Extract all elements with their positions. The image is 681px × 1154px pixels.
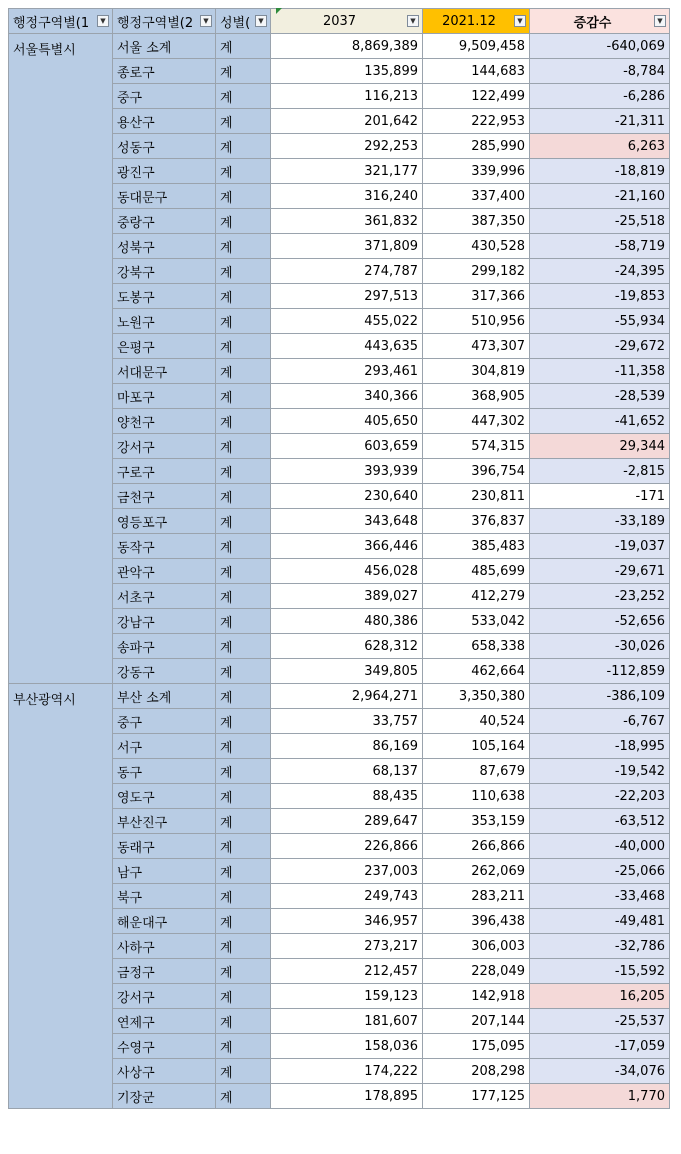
cell-value-2037[interactable]: 361,832 bbox=[271, 209, 423, 234]
cell-change[interactable]: -40,000 bbox=[530, 834, 670, 859]
filter-dropdown-icon[interactable]: ▼ bbox=[255, 15, 267, 27]
cell-change[interactable]: -18,819 bbox=[530, 159, 670, 184]
cell-value-2037[interactable]: 349,805 bbox=[271, 659, 423, 684]
cell-value-2037[interactable]: 237,003 bbox=[271, 859, 423, 884]
cell-change[interactable]: -32,786 bbox=[530, 934, 670, 959]
cell-region2[interactable]: 서초구 bbox=[113, 584, 216, 609]
cell-region2[interactable]: 중구 bbox=[113, 84, 216, 109]
cell-region2[interactable]: 송파구 bbox=[113, 634, 216, 659]
cell-change[interactable]: 1,770 bbox=[530, 1084, 670, 1109]
cell-value-2021-12[interactable]: 317,366 bbox=[423, 284, 530, 309]
cell-value-2037[interactable]: 297,513 bbox=[271, 284, 423, 309]
cell-value-2021-12[interactable]: 105,164 bbox=[423, 734, 530, 759]
cell-value-2021-12[interactable]: 9,509,458 bbox=[423, 34, 530, 59]
cell-value-2037[interactable]: 603,659 bbox=[271, 434, 423, 459]
cell-value-2021-12[interactable]: 228,049 bbox=[423, 959, 530, 984]
cell-change[interactable]: -25,518 bbox=[530, 209, 670, 234]
cell-change[interactable]: -23,252 bbox=[530, 584, 670, 609]
population-table bbox=[8, 8, 670, 1109]
col-header-region2[interactable]: 행정구역별(2 ▼ bbox=[113, 9, 216, 34]
cell-region2[interactable]: 해운대구 bbox=[113, 909, 216, 934]
cell-change[interactable]: -19,853 bbox=[530, 284, 670, 309]
cell-sex[interactable]: 계 bbox=[216, 259, 271, 284]
cell-sex[interactable]: 계 bbox=[216, 959, 271, 984]
cell-value-2037[interactable]: 455,022 bbox=[271, 309, 423, 334]
cell-change[interactable]: -34,076 bbox=[530, 1059, 670, 1084]
cell-sex[interactable]: 계 bbox=[216, 134, 271, 159]
cell-value-2037[interactable]: 2,964,271 bbox=[271, 684, 423, 709]
cell-change[interactable]: -6,286 bbox=[530, 84, 670, 109]
cell-region2[interactable]: 금천구 bbox=[113, 484, 216, 509]
cell-region2[interactable]: 북구 bbox=[113, 884, 216, 909]
cell-value-2037[interactable]: 389,027 bbox=[271, 584, 423, 609]
cell-change[interactable]: -25,066 bbox=[530, 859, 670, 884]
cell-sex[interactable]: 계 bbox=[216, 484, 271, 509]
col-header-region1[interactable]: 행정구역별(1 ▼ bbox=[9, 9, 113, 34]
cell-sex[interactable]: 계 bbox=[216, 1009, 271, 1034]
cell-value-2021-12[interactable]: 353,159 bbox=[423, 809, 530, 834]
cell-value-2021-12[interactable]: 658,338 bbox=[423, 634, 530, 659]
cell-value-2021-12[interactable]: 473,307 bbox=[423, 334, 530, 359]
cell-region2[interactable]: 도봉구 bbox=[113, 284, 216, 309]
cell-value-2021-12[interactable]: 40,524 bbox=[423, 709, 530, 734]
cell-value-2037[interactable]: 456,028 bbox=[271, 559, 423, 584]
cell-region2[interactable]: 수영구 bbox=[113, 1034, 216, 1059]
cell-value-2021-12[interactable]: 285,990 bbox=[423, 134, 530, 159]
cell-sex[interactable]: 계 bbox=[216, 984, 271, 1009]
cell-sex[interactable]: 계 bbox=[216, 809, 271, 834]
cell-change[interactable]: 29,344 bbox=[530, 434, 670, 459]
cell-value-2021-12[interactable]: 299,182 bbox=[423, 259, 530, 284]
filter-dropdown-icon[interactable]: ▼ bbox=[200, 15, 212, 27]
cell-sex[interactable]: 계 bbox=[216, 34, 271, 59]
cell-change[interactable]: -49,481 bbox=[530, 909, 670, 934]
cell-value-2037[interactable]: 316,240 bbox=[271, 184, 423, 209]
cell-value-2037[interactable]: 289,647 bbox=[271, 809, 423, 834]
cell-value-2037[interactable]: 159,123 bbox=[271, 984, 423, 1009]
cell-sex[interactable]: 계 bbox=[216, 284, 271, 309]
cell-value-2021-12[interactable]: 175,095 bbox=[423, 1034, 530, 1059]
col-header-change[interactable]: 증감수 ▼ bbox=[530, 9, 670, 34]
cell-region2[interactable]: 영도구 bbox=[113, 784, 216, 809]
cell-change[interactable]: -24,395 bbox=[530, 259, 670, 284]
cell-value-2021-12[interactable]: 122,499 bbox=[423, 84, 530, 109]
cell-region2[interactable]: 강동구 bbox=[113, 659, 216, 684]
cell-value-2021-12[interactable]: 533,042 bbox=[423, 609, 530, 634]
cell-sex[interactable]: 계 bbox=[216, 234, 271, 259]
cell-sex[interactable]: 계 bbox=[216, 559, 271, 584]
cell-region2[interactable]: 강북구 bbox=[113, 259, 216, 284]
cell-change[interactable]: -30,026 bbox=[530, 634, 670, 659]
cell-value-2037[interactable]: 116,213 bbox=[271, 84, 423, 109]
cell-value-2021-12[interactable]: 430,528 bbox=[423, 234, 530, 259]
cell-sex[interactable]: 계 bbox=[216, 884, 271, 909]
cell-region1[interactable]: 서울특별시 bbox=[9, 34, 113, 684]
cell-value-2037[interactable]: 135,899 bbox=[271, 59, 423, 84]
cell-sex[interactable]: 계 bbox=[216, 909, 271, 934]
cell-sex[interactable]: 계 bbox=[216, 1059, 271, 1084]
cell-value-2037[interactable]: 181,607 bbox=[271, 1009, 423, 1034]
cell-change[interactable]: -29,671 bbox=[530, 559, 670, 584]
cell-value-2021-12[interactable]: 207,144 bbox=[423, 1009, 530, 1034]
cell-value-2037[interactable]: 371,809 bbox=[271, 234, 423, 259]
cell-value-2021-12[interactable]: 222,953 bbox=[423, 109, 530, 134]
cell-value-2037[interactable]: 366,446 bbox=[271, 534, 423, 559]
cell-region2[interactable]: 성동구 bbox=[113, 134, 216, 159]
cell-region2[interactable]: 종로구 bbox=[113, 59, 216, 84]
cell-sex[interactable]: 계 bbox=[216, 859, 271, 884]
cell-change[interactable]: -11,358 bbox=[530, 359, 670, 384]
cell-change[interactable]: -17,059 bbox=[530, 1034, 670, 1059]
cell-value-2037[interactable]: 393,939 bbox=[271, 459, 423, 484]
cell-sex[interactable]: 계 bbox=[216, 159, 271, 184]
cell-region2[interactable]: 노원구 bbox=[113, 309, 216, 334]
cell-change[interactable]: -52,656 bbox=[530, 609, 670, 634]
cell-region2[interactable]: 서구 bbox=[113, 734, 216, 759]
cell-sex[interactable]: 계 bbox=[216, 684, 271, 709]
cell-value-2021-12[interactable]: 387,350 bbox=[423, 209, 530, 234]
cell-change[interactable]: -18,995 bbox=[530, 734, 670, 759]
cell-region2[interactable]: 동구 bbox=[113, 759, 216, 784]
cell-region2[interactable]: 중구 bbox=[113, 709, 216, 734]
cell-value-2021-12[interactable]: 574,315 bbox=[423, 434, 530, 459]
cell-value-2021-12[interactable]: 306,003 bbox=[423, 934, 530, 959]
cell-value-2037[interactable]: 405,650 bbox=[271, 409, 423, 434]
cell-change[interactable]: -25,537 bbox=[530, 1009, 670, 1034]
filter-dropdown-icon[interactable]: ▼ bbox=[97, 15, 109, 27]
cell-change[interactable]: -58,719 bbox=[530, 234, 670, 259]
cell-sex[interactable]: 계 bbox=[216, 109, 271, 134]
cell-region2[interactable]: 서대문구 bbox=[113, 359, 216, 384]
cell-change[interactable]: -55,934 bbox=[530, 309, 670, 334]
cell-change[interactable]: -386,109 bbox=[530, 684, 670, 709]
cell-change[interactable]: -171 bbox=[530, 484, 670, 509]
cell-sex[interactable]: 계 bbox=[216, 709, 271, 734]
cell-sex[interactable]: 계 bbox=[216, 434, 271, 459]
cell-value-2021-12[interactable]: 283,211 bbox=[423, 884, 530, 909]
cell-region2[interactable]: 중랑구 bbox=[113, 209, 216, 234]
cell-value-2021-12[interactable]: 447,302 bbox=[423, 409, 530, 434]
filter-dropdown-icon[interactable]: ▼ bbox=[654, 15, 666, 27]
cell-region2[interactable]: 은평구 bbox=[113, 334, 216, 359]
cell-value-2021-12[interactable]: 510,956 bbox=[423, 309, 530, 334]
cell-value-2021-12[interactable]: 412,279 bbox=[423, 584, 530, 609]
col-header-2037[interactable]: 2037 ▼ bbox=[271, 9, 423, 34]
cell-value-2037[interactable]: 174,222 bbox=[271, 1059, 423, 1084]
cell-value-2037[interactable]: 158,036 bbox=[271, 1034, 423, 1059]
cell-change[interactable]: -19,037 bbox=[530, 534, 670, 559]
cell-change[interactable]: -63,512 bbox=[530, 809, 670, 834]
cell-region2[interactable]: 강서구 bbox=[113, 984, 216, 1009]
cell-value-2037[interactable]: 212,457 bbox=[271, 959, 423, 984]
cell-sex[interactable]: 계 bbox=[216, 634, 271, 659]
cell-region2[interactable]: 광진구 bbox=[113, 159, 216, 184]
cell-region2[interactable]: 용산구 bbox=[113, 109, 216, 134]
cell-sex[interactable]: 계 bbox=[216, 209, 271, 234]
cell-sex[interactable]: 계 bbox=[216, 934, 271, 959]
cell-change[interactable]: -22,203 bbox=[530, 784, 670, 809]
cut-off-row bbox=[0, 1145, 681, 1154]
cell-value-2021-12[interactable]: 262,069 bbox=[423, 859, 530, 884]
cell-region2[interactable]: 사상구 bbox=[113, 1059, 216, 1084]
cell-change[interactable]: -33,189 bbox=[530, 509, 670, 534]
cell-change[interactable]: -29,672 bbox=[530, 334, 670, 359]
cell-region2[interactable]: 서울 소계 bbox=[113, 34, 216, 59]
cell-indicator-triangle-icon bbox=[276, 8, 282, 14]
cell-value-2021-12[interactable]: 396,438 bbox=[423, 909, 530, 934]
cell-value-2021-12[interactable]: 485,699 bbox=[423, 559, 530, 584]
cell-change[interactable]: -112,859 bbox=[530, 659, 670, 684]
cell-region2[interactable]: 구로구 bbox=[113, 459, 216, 484]
cell-region2[interactable]: 부산 소계 bbox=[113, 684, 216, 709]
cell-region2[interactable]: 부산진구 bbox=[113, 809, 216, 834]
cell-change[interactable]: -6,767 bbox=[530, 709, 670, 734]
cell-value-2037[interactable]: 443,635 bbox=[271, 334, 423, 359]
cell-sex[interactable]: 계 bbox=[216, 509, 271, 534]
cell-value-2037[interactable]: 8,869,389 bbox=[271, 34, 423, 59]
cell-sex[interactable]: 계 bbox=[216, 734, 271, 759]
cell-region2[interactable]: 동래구 bbox=[113, 834, 216, 859]
cell-sex[interactable]: 계 bbox=[216, 584, 271, 609]
cell-region2[interactable]: 기장군 bbox=[113, 1084, 216, 1109]
col-header-sex[interactable]: 성별( ▼ bbox=[216, 9, 271, 34]
filter-dropdown-icon[interactable]: ▼ bbox=[514, 15, 526, 27]
cell-value-2037[interactable]: 628,312 bbox=[271, 634, 423, 659]
cell-value-2021-12[interactable]: 144,683 bbox=[423, 59, 530, 84]
cell-value-2037[interactable]: 292,253 bbox=[271, 134, 423, 159]
cell-region2[interactable]: 영등포구 bbox=[113, 509, 216, 534]
cell-value-2037[interactable]: 480,386 bbox=[271, 609, 423, 634]
cell-sex[interactable]: 계 bbox=[216, 534, 271, 559]
cell-sex[interactable]: 계 bbox=[216, 334, 271, 359]
cell-region2[interactable]: 연제구 bbox=[113, 1009, 216, 1034]
cell-value-2037[interactable]: 33,757 bbox=[271, 709, 423, 734]
cell-sex[interactable]: 계 bbox=[216, 1034, 271, 1059]
cell-change[interactable]: -28,539 bbox=[530, 384, 670, 409]
cell-change[interactable]: -21,160 bbox=[530, 184, 670, 209]
cell-value-2037[interactable]: 178,895 bbox=[271, 1084, 423, 1109]
cell-value-2037[interactable]: 86,169 bbox=[271, 734, 423, 759]
cell-value-2021-12[interactable]: 339,996 bbox=[423, 159, 530, 184]
cell-sex[interactable]: 계 bbox=[216, 359, 271, 384]
cell-sex[interactable]: 계 bbox=[216, 759, 271, 784]
cell-value-2037[interactable]: 273,217 bbox=[271, 934, 423, 959]
cell-change[interactable]: -33,468 bbox=[530, 884, 670, 909]
cell-region2[interactable]: 남구 bbox=[113, 859, 216, 884]
cell-value-2021-12[interactable]: 142,918 bbox=[423, 984, 530, 1009]
cell-value-2037[interactable]: 343,648 bbox=[271, 509, 423, 534]
cell-region2[interactable]: 금정구 bbox=[113, 959, 216, 984]
cell-sex[interactable]: 계 bbox=[216, 784, 271, 809]
cell-value-2037[interactable]: 340,366 bbox=[271, 384, 423, 409]
cell-change[interactable]: 16,205 bbox=[530, 984, 670, 1009]
cell-region2[interactable]: 마포구 bbox=[113, 384, 216, 409]
cell-sex[interactable]: 계 bbox=[216, 59, 271, 84]
header-row bbox=[9, 9, 670, 34]
cell-sex[interactable]: 계 bbox=[216, 609, 271, 634]
cell-value-2021-12[interactable]: 385,483 bbox=[423, 534, 530, 559]
cell-region2[interactable]: 양천구 bbox=[113, 409, 216, 434]
cell-value-2037[interactable]: 201,642 bbox=[271, 109, 423, 134]
cell-value-2037[interactable]: 321,177 bbox=[271, 159, 423, 184]
cell-value-2037[interactable]: 249,743 bbox=[271, 884, 423, 909]
cell-region2[interactable]: 성북구 bbox=[113, 234, 216, 259]
cell-region2[interactable]: 관악구 bbox=[113, 559, 216, 584]
cell-change[interactable]: -2,815 bbox=[530, 459, 670, 484]
cell-value-2037[interactable]: 293,461 bbox=[271, 359, 423, 384]
cell-sex[interactable]: 계 bbox=[216, 84, 271, 109]
cell-region2[interactable]: 강남구 bbox=[113, 609, 216, 634]
cell-change[interactable]: -41,652 bbox=[530, 409, 670, 434]
cell-change[interactable]: -15,592 bbox=[530, 959, 670, 984]
cell-value-2037[interactable]: 274,787 bbox=[271, 259, 423, 284]
table-row bbox=[9, 684, 670, 709]
cell-sex[interactable]: 계 bbox=[216, 659, 271, 684]
cell-change[interactable]: -21,311 bbox=[530, 109, 670, 134]
cell-region2[interactable]: 동대문구 bbox=[113, 184, 216, 209]
cell-value-2037[interactable]: 226,866 bbox=[271, 834, 423, 859]
cell-sex[interactable]: 계 bbox=[216, 459, 271, 484]
cell-value-2021-12[interactable]: 337,400 bbox=[423, 184, 530, 209]
cell-value-2021-12[interactable]: 266,866 bbox=[423, 834, 530, 859]
cell-value-2021-12[interactable]: 230,811 bbox=[423, 484, 530, 509]
cell-sex[interactable]: 계 bbox=[216, 409, 271, 434]
cell-value-2021-12[interactable]: 396,754 bbox=[423, 459, 530, 484]
cell-value-2021-12[interactable]: 376,837 bbox=[423, 509, 530, 534]
cell-sex[interactable]: 계 bbox=[216, 309, 271, 334]
cell-sex[interactable]: 계 bbox=[216, 1084, 271, 1109]
cell-change[interactable]: -640,069 bbox=[530, 34, 670, 59]
cell-sex[interactable]: 계 bbox=[216, 384, 271, 409]
cell-value-2021-12[interactable]: 177,125 bbox=[423, 1084, 530, 1109]
cell-region2[interactable]: 동작구 bbox=[113, 534, 216, 559]
cell-value-2021-12[interactable]: 208,298 bbox=[423, 1059, 530, 1084]
cell-region2[interactable]: 사하구 bbox=[113, 934, 216, 959]
cell-value-2021-12[interactable]: 3,350,380 bbox=[423, 684, 530, 709]
cell-value-2021-12[interactable]: 87,679 bbox=[423, 759, 530, 784]
cell-region1[interactable]: 부산광역시 bbox=[9, 684, 113, 1109]
cell-sex[interactable]: 계 bbox=[216, 834, 271, 859]
cell-value-2021-12[interactable]: 368,905 bbox=[423, 384, 530, 409]
cell-value-2021-12[interactable]: 304,819 bbox=[423, 359, 530, 384]
table-row bbox=[9, 34, 670, 59]
cell-value-2037[interactable]: 68,137 bbox=[271, 759, 423, 784]
cell-change[interactable]: 6,263 bbox=[530, 134, 670, 159]
filter-dropdown-icon[interactable]: ▼ bbox=[407, 15, 419, 27]
cell-value-2037[interactable]: 230,640 bbox=[271, 484, 423, 509]
cell-value-2021-12[interactable]: 462,664 bbox=[423, 659, 530, 684]
cell-change[interactable]: -8,784 bbox=[530, 59, 670, 84]
cell-region2[interactable]: 강서구 bbox=[113, 434, 216, 459]
cell-change[interactable]: -19,542 bbox=[530, 759, 670, 784]
cell-value-2037[interactable]: 88,435 bbox=[271, 784, 423, 809]
cell-value-2021-12[interactable]: 110,638 bbox=[423, 784, 530, 809]
col-header-2021-12[interactable]: 2021.12 ▼ bbox=[423, 9, 530, 34]
cell-sex[interactable]: 계 bbox=[216, 184, 271, 209]
cell-value-2037[interactable]: 346,957 bbox=[271, 909, 423, 934]
